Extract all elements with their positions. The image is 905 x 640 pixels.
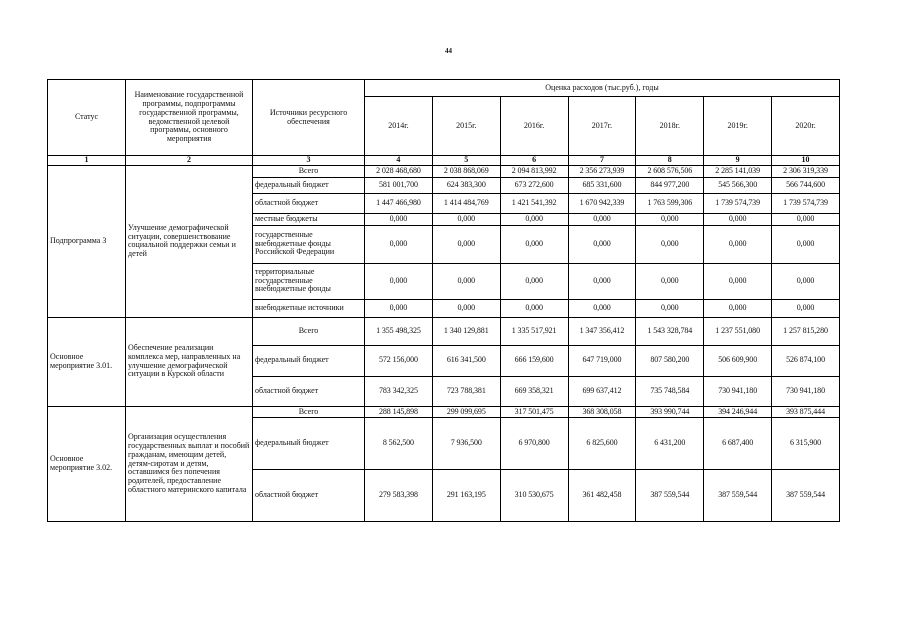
resource-table (47, 79, 840, 522)
column-number: 2 (126, 156, 253, 166)
value-cell: 310 530,675 (500, 470, 568, 522)
value-cell: 0,000 (500, 213, 568, 225)
value-cell: 387 559,544 (772, 470, 840, 522)
funding-source: областной бюджет (253, 193, 365, 213)
header-year: 2017г. (568, 97, 636, 156)
header-status: Статус (48, 80, 126, 156)
funding-source: Всего (253, 406, 365, 418)
value-cell: 2 038 868,069 (432, 166, 500, 178)
section-name: Организация осуществления государственных выплат и пособий гражданам, имеющим детей, детям-сиротам и детям, оставшимся без попечения родителей, предоставление областного материнского капитала (126, 406, 253, 522)
value-cell: 6 431,200 (636, 418, 704, 470)
value-cell: 1 739 574,739 (772, 193, 840, 213)
value-cell: 393 875,444 (772, 406, 840, 418)
value-cell: 0,000 (365, 213, 433, 225)
value-cell: 0,000 (432, 263, 500, 299)
funding-source: территориальные государственные внебюджетные фонды (253, 263, 365, 299)
section-name: Обеспечение реализации комплекса мер, направленных на улучшение демографической ситуации в Курской области (126, 317, 253, 406)
value-cell: 1 739 574,739 (704, 193, 772, 213)
header-row-top (48, 80, 840, 97)
column-number: 7 (568, 156, 636, 166)
value-cell: 0,000 (365, 225, 433, 263)
value-cell: 807 580,200 (636, 345, 704, 376)
value-cell: 545 566,300 (704, 177, 772, 193)
value-cell: 288 145,898 (365, 406, 433, 418)
value-cell: 0,000 (636, 225, 704, 263)
value-cell: 0,000 (365, 299, 433, 317)
value-cell: 844 977,200 (636, 177, 704, 193)
value-cell: 647 719,000 (568, 345, 636, 376)
value-cell: 361 482,458 (568, 470, 636, 522)
value-cell: 0,000 (704, 263, 772, 299)
value-cell: 1 763 599,306 (636, 193, 704, 213)
value-cell: 8 562,500 (365, 418, 433, 470)
value-cell: 666 159,600 (500, 345, 568, 376)
value-cell: 0,000 (432, 213, 500, 225)
value-cell: 0,000 (365, 263, 433, 299)
header-year: 2016г. (500, 97, 568, 156)
column-number: 5 (432, 156, 500, 166)
header-source: Источники ресурсного обеспечения (253, 80, 365, 156)
table-row (48, 166, 840, 178)
header-year: 2020г. (772, 97, 840, 156)
value-cell: 1 347 356,412 (568, 317, 636, 345)
value-cell: 394 246,944 (704, 406, 772, 418)
value-cell: 1 237 551,080 (704, 317, 772, 345)
value-cell: 0,000 (772, 299, 840, 317)
value-cell: 730 941,180 (772, 376, 840, 406)
value-cell: 0,000 (500, 225, 568, 263)
value-cell: 393 990,744 (636, 406, 704, 418)
value-cell: 673 272,600 (500, 177, 568, 193)
value-cell: 6 825,600 (568, 418, 636, 470)
value-cell: 723 788,381 (432, 376, 500, 406)
value-cell: 730 941,180 (704, 376, 772, 406)
value-cell: 699 637,412 (568, 376, 636, 406)
value-cell: 7 936,500 (432, 418, 500, 470)
value-cell: 387 559,544 (636, 470, 704, 522)
value-cell: 0,000 (772, 213, 840, 225)
value-cell: 2 094 813,992 (500, 166, 568, 178)
value-cell: 0,000 (568, 299, 636, 317)
column-number: 9 (704, 156, 772, 166)
value-cell: 0,000 (704, 225, 772, 263)
column-number: 8 (636, 156, 704, 166)
value-cell: 506 609,900 (704, 345, 772, 376)
value-cell: 1 543 328,784 (636, 317, 704, 345)
funding-source: Всего (253, 166, 365, 178)
funding-source: федеральный бюджет (253, 177, 365, 193)
value-cell: 616 341,500 (432, 345, 500, 376)
value-cell: 685 331,600 (568, 177, 636, 193)
funding-source: Всего (253, 317, 365, 345)
value-cell: 581 001,700 (365, 177, 433, 193)
value-cell: 669 358,321 (500, 376, 568, 406)
value-cell: 6 315,900 (772, 418, 840, 470)
value-cell: 1 340 129,881 (432, 317, 500, 345)
value-cell: 1 414 484,769 (432, 193, 500, 213)
value-cell: 2 028 468,680 (365, 166, 433, 178)
value-cell: 526 874,100 (772, 345, 840, 376)
value-cell: 1 335 517,921 (500, 317, 568, 345)
value-cell: 6 687,400 (704, 418, 772, 470)
table-row (48, 406, 840, 418)
value-cell: 0,000 (704, 213, 772, 225)
value-cell: 317 501,475 (500, 406, 568, 418)
value-cell: 1 447 466,980 (365, 193, 433, 213)
value-cell: 0,000 (500, 299, 568, 317)
value-cell: 0,000 (568, 263, 636, 299)
column-number: 6 (500, 156, 568, 166)
value-cell: 0,000 (636, 213, 704, 225)
value-cell: 279 583,398 (365, 470, 433, 522)
value-cell: 368 308,058 (568, 406, 636, 418)
value-cell: 0,000 (432, 299, 500, 317)
value-cell: 0,000 (432, 225, 500, 263)
column-number: 3 (253, 156, 365, 166)
header-cost-group: Оценка расходов (тыс.руб.), годы (365, 80, 840, 97)
section-status: Основное мероприятие 3.01. (48, 317, 126, 406)
value-cell: 6 970,800 (500, 418, 568, 470)
value-cell: 0,000 (636, 299, 704, 317)
column-number: 1 (48, 156, 126, 166)
funding-source: федеральный бюджет (253, 418, 365, 470)
value-cell: 1 257 815,280 (772, 317, 840, 345)
funding-source: местные бюджеты (253, 213, 365, 225)
column-number: 4 (365, 156, 433, 166)
value-cell: 2 608 576,506 (636, 166, 704, 178)
section-name: Улучшение демографической ситуации, совершенствование социальной поддержки семьи и детей (126, 166, 253, 318)
value-cell: 2 285 141,039 (704, 166, 772, 178)
value-cell: 2 306 319,339 (772, 166, 840, 178)
table-body (48, 166, 840, 522)
value-cell: 299 099,695 (432, 406, 500, 418)
value-cell: 1 421 541,392 (500, 193, 568, 213)
value-cell: 2 356 273,939 (568, 166, 636, 178)
header-year: 2019г. (704, 97, 772, 156)
value-cell: 0,000 (636, 263, 704, 299)
section-status: Подпрограмма 3 (48, 166, 126, 318)
value-cell: 0,000 (568, 213, 636, 225)
value-cell: 0,000 (772, 225, 840, 263)
value-cell: 735 748,584 (636, 376, 704, 406)
header-year: 2018г. (636, 97, 704, 156)
section-status: Основное мероприятие 3.02. (48, 406, 126, 522)
value-cell: 566 744,600 (772, 177, 840, 193)
value-cell: 291 163,195 (432, 470, 500, 522)
value-cell: 0,000 (500, 263, 568, 299)
column-number-row (48, 156, 840, 166)
funding-source: внебюджетные источники (253, 299, 365, 317)
header-name: Наименование государственной программы, подпрограммы государственной программы, ведомственной целевой программы, основного мероприятия (126, 80, 253, 156)
page-number: 44 (445, 47, 452, 55)
value-cell: 0,000 (568, 225, 636, 263)
column-number: 10 (772, 156, 840, 166)
table-row (48, 317, 840, 345)
funding-source: областной бюджет (253, 376, 365, 406)
value-cell: 624 383,300 (432, 177, 500, 193)
value-cell: 1 355 498,325 (365, 317, 433, 345)
value-cell: 783 342,325 (365, 376, 433, 406)
value-cell: 0,000 (704, 299, 772, 317)
funding-source: государственные внебюджетные фонды Российской Федерации (253, 225, 365, 263)
value-cell: 387 559,544 (704, 470, 772, 522)
header-year: 2014г. (365, 97, 433, 156)
value-cell: 0,000 (772, 263, 840, 299)
header-year: 2015г. (432, 97, 500, 156)
funding-source: областной бюджет (253, 470, 365, 522)
funding-source: федеральный бюджет (253, 345, 365, 376)
value-cell: 572 156,000 (365, 345, 433, 376)
value-cell: 1 670 942,339 (568, 193, 636, 213)
